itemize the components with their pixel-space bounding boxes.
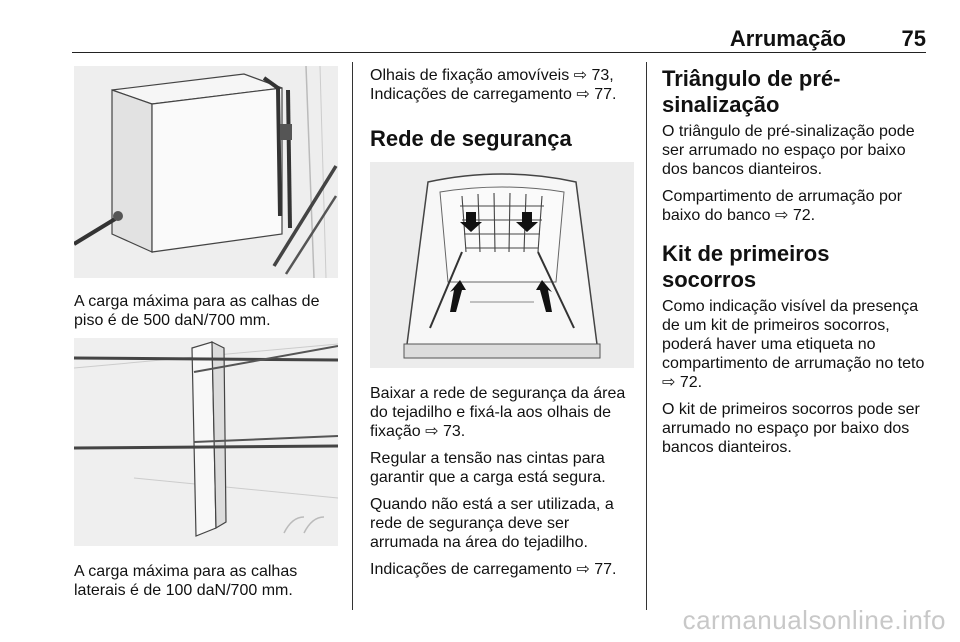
warning-triangle-heading: Triângulo de pré-sinalização (662, 66, 841, 117)
first-aid-label-paragraph: Como indicação visível da presença de um kit de primeiros socorros, poderá haver uma etiqueta no compartimento de arrumação no teto ⇨ 72. (662, 298, 925, 391)
warning-triangle-paragraph: O triângulo de pré-sinalização pode ser arrumado no espaço por baixo dos bancos dianteiros. (662, 123, 915, 178)
column-2-heading (370, 126, 640, 152)
section-title: Arrumação (729, 26, 846, 51)
storage-paragraph: Quando não está a ser utilizada, a rede de segurança deve ser arrumada na área do tejadilho. (370, 496, 614, 551)
tension-paragraph: Regular a tensão nas cintas para garantir que a carga está segura. (370, 450, 606, 486)
cargo-side-rails-illustration (74, 338, 338, 546)
first-aid-storage-paragraph: O kit de primeiros socorros pode ser arrumado no espaço por baixo dos bancos dianteiros. (662, 401, 920, 456)
reference-paragraph: Olhais de fixação amovíveis ⇨ 73, Indicações de carregamento ⇨ 77. (370, 67, 617, 103)
column-divider-1 (352, 62, 353, 610)
caption-side-rails: A carga máxima para as calhas laterais é de 100 daN/700 mm. (74, 563, 298, 599)
cargo-floor-rails-illustration (74, 66, 338, 278)
first-aid-heading: Kit de primeiros socorros (662, 241, 830, 292)
column-2-body (370, 384, 640, 587)
column-3-body (662, 66, 928, 465)
column-divider-2 (646, 62, 647, 610)
loading-ref-paragraph: Indicações de carregamento ⇨ 77. (370, 561, 617, 578)
caption-floor-rails: A carga máxima para as calhas de piso é de 500 daN/700 mm. (74, 293, 320, 329)
safety-net-heading: Rede de segurança (370, 126, 572, 151)
page-number: 75 (901, 26, 926, 51)
page-header (72, 26, 926, 53)
safety-net-illustration (370, 162, 634, 368)
lower-net-paragraph: Baixar a rede de segurança da área do tejadilho e fixá-la aos olhais de fixação ⇨ 73. (370, 385, 626, 440)
column-2-intro (370, 66, 640, 112)
watermark: carmanualsonline.info (682, 605, 946, 635)
under-seat-ref-paragraph: Compartimento de arrumação por baixo do banco ⇨ 72. (662, 188, 903, 224)
